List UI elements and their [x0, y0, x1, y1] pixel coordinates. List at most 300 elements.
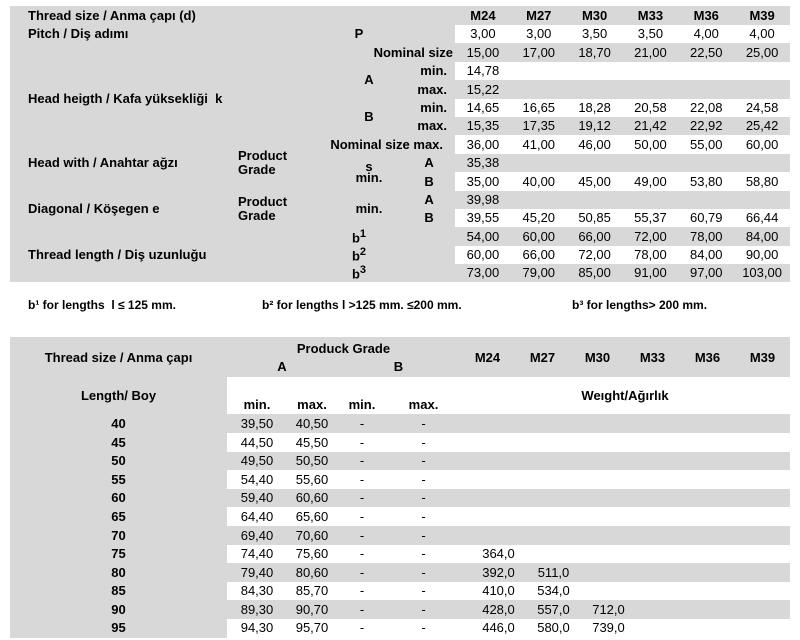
- empty-cell: [403, 25, 455, 43]
- cell: 17,00: [511, 43, 567, 61]
- symbol-b3: [315, 264, 403, 282]
- table-header-row: [10, 6, 790, 25]
- cell: 392,0: [460, 563, 515, 582]
- cell: 49,00: [623, 172, 679, 190]
- cell: -: [387, 507, 460, 526]
- cell: -: [337, 414, 387, 433]
- grade-a-label: A: [315, 62, 403, 99]
- cell: 557,0: [515, 600, 570, 619]
- b-sup: 3: [359, 264, 367, 277]
- cell: 73,00: [455, 264, 511, 282]
- min-label: min.: [315, 191, 403, 228]
- cell: [680, 433, 735, 452]
- table-row: [10, 62, 790, 80]
- empty-cell: [403, 264, 455, 282]
- cell: 54,00: [455, 227, 511, 245]
- table-row: [10, 414, 790, 433]
- cell: [567, 154, 623, 172]
- footnote-b3: b³ for lengths> 200 mm.: [572, 298, 708, 313]
- cell: 85,70: [287, 582, 337, 601]
- cell: -: [337, 545, 387, 564]
- row-label-head-width: Head with / Anahtar ağzı: [10, 135, 230, 190]
- cell: 18,70: [567, 43, 623, 61]
- product-grade-label: Produck Grade: [296, 341, 391, 357]
- cell: [735, 545, 790, 564]
- cell: 75,60: [287, 545, 337, 564]
- cell: [625, 507, 680, 526]
- cell: -: [387, 619, 460, 638]
- min-label: min.: [337, 377, 387, 414]
- cell: -: [337, 582, 387, 601]
- cell: 55: [10, 470, 227, 489]
- cell: -: [387, 452, 460, 471]
- cell: 70,60: [287, 526, 337, 545]
- cell: 66,00: [567, 227, 623, 245]
- cell: [734, 62, 790, 80]
- table-row: [10, 545, 790, 564]
- cell: 446,0: [460, 619, 515, 638]
- row-label-diagonal: Diagonal / Köşegen e: [10, 191, 230, 228]
- sub-label-nominal-size: Nominal size: [315, 43, 455, 61]
- cell: 534,0: [515, 582, 570, 601]
- cell: 45,00: [567, 172, 623, 190]
- cell: [515, 433, 570, 452]
- empty-cell: [10, 43, 230, 61]
- cell: [678, 62, 734, 80]
- empty-cell: [230, 43, 315, 61]
- table-subheader-row: [10, 377, 790, 414]
- cell: [625, 582, 680, 601]
- cell: 60,60: [287, 489, 337, 508]
- table1-title: Thread size / Anma çapı (d): [10, 6, 455, 25]
- cell: 428,0: [460, 600, 515, 619]
- cell: [625, 619, 680, 638]
- cell: [625, 545, 680, 564]
- b-base: b: [351, 248, 360, 264]
- cell: -: [387, 489, 460, 508]
- cell: [460, 414, 515, 433]
- cell: 17,35: [511, 117, 567, 135]
- cell: [680, 619, 735, 638]
- cell: 95: [10, 619, 227, 638]
- cell: -: [387, 526, 460, 545]
- cell: 18,28: [567, 99, 623, 117]
- cell: 55,00: [678, 135, 734, 153]
- cell: 14,65: [455, 99, 511, 117]
- cell: 95,70: [287, 619, 337, 638]
- cell: 60,00: [734, 135, 790, 153]
- cell: [735, 433, 790, 452]
- cell: [515, 470, 570, 489]
- cell: M33: [625, 337, 680, 377]
- cell: [680, 507, 735, 526]
- cell: [460, 470, 515, 489]
- cell: 25,00: [734, 43, 790, 61]
- cell: [460, 489, 515, 508]
- cell: [735, 526, 790, 545]
- cell: [515, 507, 570, 526]
- min-label: min.: [403, 62, 455, 80]
- cell: [570, 545, 625, 564]
- table-row: [10, 25, 790, 43]
- table-row: [10, 470, 790, 489]
- cell: 46,00: [567, 135, 623, 153]
- cell: 60,00: [455, 246, 511, 264]
- cell: [570, 470, 625, 489]
- cell: [570, 489, 625, 508]
- cell: 65,60: [287, 507, 337, 526]
- cell: 97,00: [678, 264, 734, 282]
- cell: 78,00: [678, 227, 734, 245]
- cell: 21,42: [623, 117, 679, 135]
- cell: 39,98: [455, 191, 511, 209]
- symbol-b1: [315, 227, 403, 245]
- cell: 79,00: [511, 264, 567, 282]
- cell: 75: [10, 545, 227, 564]
- cell: M30: [567, 6, 623, 25]
- cell: [570, 433, 625, 452]
- cell: [678, 80, 734, 98]
- cell: 4,00: [734, 25, 790, 43]
- cell: -: [337, 619, 387, 638]
- cell: [680, 414, 735, 433]
- cell: 410,0: [460, 582, 515, 601]
- table-row: [10, 600, 790, 619]
- cell: [625, 563, 680, 582]
- cell: 21,00: [623, 43, 679, 61]
- empty-cell: [230, 25, 315, 43]
- cell: 41,00: [511, 135, 567, 153]
- cell: 739,0: [570, 619, 625, 638]
- table-row: [10, 433, 790, 452]
- empty-cell: [230, 227, 315, 282]
- cell: [511, 62, 567, 80]
- max-label: max.: [403, 80, 455, 98]
- cell: -: [337, 452, 387, 471]
- weight-label: Weıght/Ağırlık: [460, 377, 790, 414]
- table-row: [10, 452, 790, 471]
- cell: 50,50: [287, 452, 337, 471]
- cell: [515, 526, 570, 545]
- cell: 20,58: [623, 99, 679, 117]
- grade-a-label: A: [277, 359, 287, 375]
- grade-b-label: B: [315, 99, 403, 136]
- min-label: min.: [403, 99, 455, 117]
- cell: 24,58: [734, 99, 790, 117]
- cell: M36: [680, 337, 735, 377]
- cell: 89,30: [227, 600, 287, 619]
- cell: [515, 452, 570, 471]
- cell: 80: [10, 563, 227, 582]
- cell: 60: [10, 489, 227, 508]
- cell: [735, 600, 790, 619]
- product-grade-header: [227, 337, 460, 377]
- cell: M39: [734, 6, 790, 25]
- cell: -: [337, 507, 387, 526]
- cell: 59,40: [227, 489, 287, 508]
- cell: M30: [570, 337, 625, 377]
- cell: 91,00: [623, 264, 679, 282]
- cell: [734, 191, 790, 209]
- cell: [735, 414, 790, 433]
- cell: -: [387, 545, 460, 564]
- cell: 25,42: [734, 117, 790, 135]
- table-row: [10, 489, 790, 508]
- cell: 72,00: [567, 246, 623, 264]
- cell: 60,00: [511, 227, 567, 245]
- cell: 3,50: [567, 25, 623, 43]
- symbol-b2: [315, 246, 403, 264]
- cell: 84,00: [734, 227, 790, 245]
- cell: 45: [10, 433, 227, 452]
- cell: 40: [10, 414, 227, 433]
- cell: [460, 526, 515, 545]
- cell: 35,00: [455, 172, 511, 190]
- cell: [680, 582, 735, 601]
- cell: 40,00: [511, 172, 567, 190]
- cell: 55,60: [287, 470, 337, 489]
- cell: [625, 452, 680, 471]
- cell: [735, 507, 790, 526]
- cell: 84,30: [227, 582, 287, 601]
- cell: -: [337, 563, 387, 582]
- cell: 580,0: [515, 619, 570, 638]
- footnote-b1: b¹ for lengths l ≤ 125 mm.: [28, 298, 176, 313]
- sub-label-nominal-size-max: Nominal size max.: [315, 135, 455, 153]
- cell: -: [387, 433, 460, 452]
- empty-cell: [403, 246, 455, 264]
- cell: 22,08: [678, 99, 734, 117]
- cell: -: [337, 470, 387, 489]
- cell: [625, 433, 680, 452]
- cell: 3,00: [511, 25, 567, 43]
- cell: [570, 582, 625, 601]
- max-label: max.: [287, 377, 337, 414]
- cell: 66,00: [511, 246, 567, 264]
- table-row: [10, 227, 790, 245]
- cell: [623, 154, 679, 172]
- grade-b-label: B: [393, 359, 404, 375]
- row-label-pitch: Pitch / Diş adımı: [10, 25, 230, 43]
- cell: 511,0: [515, 563, 570, 582]
- cell: [735, 563, 790, 582]
- cell: [735, 619, 790, 638]
- cell: [570, 452, 625, 471]
- row-label-thread-length: Thread length / Diş uzunluğu: [10, 227, 230, 282]
- cell: 49,50: [227, 452, 287, 471]
- cell: 72,00: [623, 227, 679, 245]
- b-sup: 1: [359, 227, 367, 240]
- cell: -: [337, 526, 387, 545]
- table-header-row: [10, 337, 790, 377]
- cell: -: [387, 563, 460, 582]
- cell: M24: [460, 337, 515, 377]
- cell: 74,40: [227, 545, 287, 564]
- grade-b-label: B: [403, 172, 455, 190]
- cell: 15,35: [455, 117, 511, 135]
- cell: [623, 62, 679, 80]
- cell: 65: [10, 507, 227, 526]
- cell: [680, 563, 735, 582]
- grade-a-label: A: [403, 154, 455, 172]
- cell: -: [387, 414, 460, 433]
- cell: [735, 582, 790, 601]
- cell: 14,78: [455, 62, 511, 80]
- symbol-s-min: [315, 154, 403, 191]
- max-label: max.: [387, 377, 460, 414]
- cell: M33: [623, 6, 679, 25]
- cell: [678, 154, 734, 172]
- table-row: [10, 135, 790, 153]
- table-row: [10, 526, 790, 545]
- grade-a-label: A: [403, 191, 455, 209]
- cell: M27: [515, 337, 570, 377]
- b-base: b: [351, 229, 360, 245]
- cell: [680, 489, 735, 508]
- cell: 80,60: [287, 563, 337, 582]
- cell: [680, 526, 735, 545]
- cell: [735, 489, 790, 508]
- row-label-head-height: Head heigth / Kafa yüksekliği k: [10, 62, 230, 136]
- cell: 55,37: [623, 209, 679, 227]
- cell: [734, 80, 790, 98]
- cell: 36,00: [455, 135, 511, 153]
- cell: [735, 470, 790, 489]
- cell: 50: [10, 452, 227, 471]
- cell: 90,00: [734, 246, 790, 264]
- cell: 69,40: [227, 526, 287, 545]
- empty-cell: [230, 62, 315, 136]
- footnote-b2: b² for lengths l >125 mm. ≤200 mm.: [262, 298, 462, 313]
- cell: 22,92: [678, 117, 734, 135]
- cell: 35,38: [455, 154, 511, 172]
- cell: 64,40: [227, 507, 287, 526]
- cell: 3,50: [623, 25, 679, 43]
- cell: [680, 470, 735, 489]
- cell: [515, 545, 570, 564]
- cell: [680, 452, 735, 471]
- cell: [567, 80, 623, 98]
- cell: [678, 191, 734, 209]
- cell: [625, 600, 680, 619]
- cell: [625, 489, 680, 508]
- cell: [625, 526, 680, 545]
- cell: [680, 600, 735, 619]
- empty-cell: [403, 227, 455, 245]
- cell: [460, 452, 515, 471]
- cell: 712,0: [570, 600, 625, 619]
- symbol-s: s: [365, 159, 373, 175]
- cell: [623, 80, 679, 98]
- cell: 66,44: [734, 209, 790, 227]
- cell: [460, 433, 515, 452]
- cell: 84,00: [678, 246, 734, 264]
- cell: [625, 470, 680, 489]
- product-grade-label: Product Grade: [230, 191, 315, 228]
- cell: 90,70: [287, 600, 337, 619]
- cell: -: [387, 600, 460, 619]
- length-label: Length/ Boy: [10, 377, 227, 414]
- cell: [570, 526, 625, 545]
- cell: 15,22: [455, 80, 511, 98]
- table2-title: Thread size / Anma çapı: [10, 337, 227, 377]
- cell: 40,50: [287, 414, 337, 433]
- cell: [680, 545, 735, 564]
- max-label: max.: [403, 117, 455, 135]
- cell: 50,00: [623, 135, 679, 153]
- cell: 39,50: [227, 414, 287, 433]
- table-row: [10, 43, 790, 61]
- table-row: [10, 563, 790, 582]
- cell: [515, 489, 570, 508]
- table-row: [10, 507, 790, 526]
- cell: 50,85: [567, 209, 623, 227]
- cell: 85: [10, 582, 227, 601]
- cell: -: [337, 433, 387, 452]
- cell: [511, 154, 567, 172]
- footnotes: [10, 282, 790, 337]
- cell: 94,30: [227, 619, 287, 638]
- cell: [570, 563, 625, 582]
- cell: [735, 452, 790, 471]
- cell: 103,00: [734, 264, 790, 282]
- dimensions-table: [10, 6, 790, 282]
- cell: -: [387, 470, 460, 489]
- cell: -: [337, 600, 387, 619]
- cell: 45,20: [511, 209, 567, 227]
- grade-b-label: B: [403, 209, 455, 227]
- table-row: [10, 191, 790, 209]
- table-row: [10, 619, 790, 638]
- cell: [570, 507, 625, 526]
- cell: 90: [10, 600, 227, 619]
- table-row: [10, 582, 790, 601]
- cell: 4,00: [678, 25, 734, 43]
- cell: M24: [455, 6, 511, 25]
- cell: [567, 191, 623, 209]
- cell: 78,00: [623, 246, 679, 264]
- cell: M27: [511, 6, 567, 25]
- cell: 53,80: [678, 172, 734, 190]
- cell: [460, 507, 515, 526]
- cell: 15,00: [455, 43, 511, 61]
- cell: 79,40: [227, 563, 287, 582]
- b-base: b: [351, 266, 360, 282]
- cell: 60,79: [678, 209, 734, 227]
- cell: 85,00: [567, 264, 623, 282]
- cell: 39,55: [455, 209, 511, 227]
- product-grade-label: Product Grade: [230, 135, 315, 190]
- b-sup: 2: [359, 245, 367, 258]
- cell: 19,12: [567, 117, 623, 135]
- cell: [625, 414, 680, 433]
- cell: 54,40: [227, 470, 287, 489]
- cell: 45,50: [287, 433, 337, 452]
- cell: -: [387, 582, 460, 601]
- cell: 16,65: [511, 99, 567, 117]
- cell: [734, 154, 790, 172]
- cell: [567, 62, 623, 80]
- cell: M39: [735, 337, 790, 377]
- cell: [511, 80, 567, 98]
- cell: 22,50: [678, 43, 734, 61]
- cell: M36: [678, 6, 734, 25]
- cell: 3,00: [455, 25, 511, 43]
- cell: [570, 414, 625, 433]
- length-weight-table: [10, 337, 790, 637]
- cell: 44,50: [227, 433, 287, 452]
- cell: 58,80: [734, 172, 790, 190]
